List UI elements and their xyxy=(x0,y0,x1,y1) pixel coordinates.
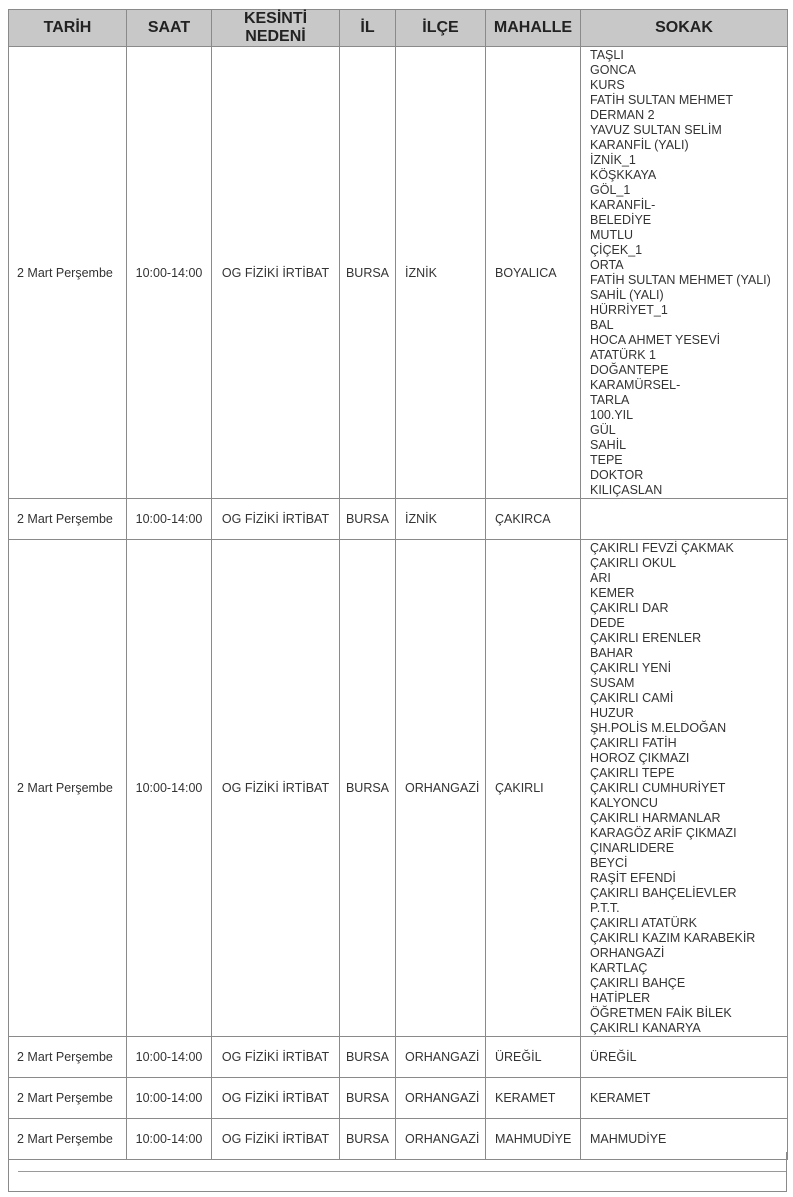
street-name: DERMAN 2 xyxy=(590,108,655,122)
street-name: MUTLU xyxy=(590,228,634,242)
street-name: ÇAKIRLI ATATÜRK xyxy=(590,916,697,930)
cell-ilce: ORHANGAZİ xyxy=(396,540,486,1037)
cell-sokak xyxy=(581,1037,788,1078)
street-name: BAHAR xyxy=(590,646,634,660)
table-row xyxy=(9,1037,788,1078)
cell-il: BURSA xyxy=(340,540,396,1037)
cell-kesinti-nedeni: OG FİZİKİ İRTİBAT xyxy=(212,1037,340,1078)
street-name: TAŞLI xyxy=(590,48,624,62)
cell-mahalle: ÇAKIRLI xyxy=(486,540,581,1037)
street-name: ÇAKIRLI KANARYA xyxy=(590,1021,701,1035)
cell-saat: 10:00-14:00 xyxy=(127,1119,212,1160)
cell-ilce: ORHANGAZİ xyxy=(396,1078,486,1119)
cell-saat: 10:00-14:00 xyxy=(127,540,212,1037)
street-name: YAVUZ SULTAN SELİM xyxy=(590,123,722,137)
table-body xyxy=(9,47,788,1160)
street-name: KARTLAÇ xyxy=(590,961,648,975)
cell-tarih: 2 Mart Perşembe xyxy=(9,1078,127,1119)
cell-mahalle: MAHMUDİYE xyxy=(486,1119,581,1160)
street-name: BELEDİYE xyxy=(590,213,652,227)
cell-saat: 10:00-14:00 xyxy=(127,47,212,499)
street-name: ÇAKIRLI CAMİ xyxy=(590,691,674,705)
cell-kesinti-nedeni: OG FİZİKİ İRTİBAT xyxy=(212,499,340,540)
street-name: ÇAKIRLI OKUL xyxy=(590,556,677,570)
street-name: KEMER xyxy=(590,586,635,600)
header-ilce: İLÇE xyxy=(396,10,486,47)
street-name: ARI xyxy=(590,571,611,585)
street-name: BEYCİ xyxy=(590,856,628,870)
table-header-row xyxy=(9,10,788,47)
street-name: HOCA AHMET YESEVİ xyxy=(590,333,721,347)
street-name: HUZUR xyxy=(590,706,634,720)
header-saat: SAAT xyxy=(127,10,212,47)
header-tarih: TARİH xyxy=(9,10,127,47)
street-name: ÇINARLIDERE xyxy=(590,841,675,855)
street-name: ORHANGAZİ xyxy=(590,946,665,960)
table-row xyxy=(9,1078,788,1119)
cell-kesinti-nedeni: OG FİZİKİ İRTİBAT xyxy=(212,540,340,1037)
street-name: KÖŞKKAYA xyxy=(590,168,657,182)
cell-sokak xyxy=(581,499,788,540)
street-name: ŞH.POLİS M.ELDOĞAN xyxy=(590,721,727,735)
street-name: ÇAKIRLI KAZIM KARABEKİR xyxy=(590,931,756,945)
street-name: HÜRRİYET_1 xyxy=(590,303,668,317)
street-name: ÇAKIRLI HARMANLAR xyxy=(590,811,721,825)
street-name: KARAGÖZ ARİF ÇIKMAZI xyxy=(590,826,737,840)
street-name: BAL xyxy=(590,318,614,332)
street-name: GONCA xyxy=(590,63,636,77)
street-name: TARLA xyxy=(590,393,630,407)
street-name: KALYONCU xyxy=(590,796,658,810)
street-name: ÇAKIRLI TEPE xyxy=(590,766,675,780)
street-name: P.T.T. xyxy=(590,901,620,915)
cell-mahalle: BOYALICA xyxy=(486,47,581,499)
cell-ilce: ORHANGAZİ xyxy=(396,1119,486,1160)
cell-il: BURSA xyxy=(340,1119,396,1160)
header-kesinti-nedeni: KESİNTİ NEDENİ xyxy=(212,10,340,47)
street-name: ÇAKIRLI FEVZİ ÇAKMAK xyxy=(590,541,734,555)
street-name: ÇAKIRLI BAHÇE xyxy=(590,976,686,990)
header-mahalle: MAHALLE xyxy=(486,10,581,47)
street-name: ÇAKIRLI FATİH xyxy=(590,736,677,750)
cell-tarih: 2 Mart Perşembe xyxy=(9,47,127,499)
street-name: ÇAKIRLI ERENLER xyxy=(590,631,702,645)
street-name: ÇAKIRLI YENİ xyxy=(590,661,672,675)
cell-ilce: İZNİK xyxy=(396,47,486,499)
table-row xyxy=(9,47,788,499)
street-name: ÜREĞİL xyxy=(590,1050,637,1064)
header-il: İL xyxy=(340,10,396,47)
street-name: KARANFİL (YALI) xyxy=(590,138,689,152)
street-name: KURS xyxy=(590,78,625,92)
street-name: 100.YIL xyxy=(590,408,634,422)
street-name: MAHMUDİYE xyxy=(590,1132,667,1146)
cell-saat: 10:00-14:00 xyxy=(127,499,212,540)
cell-il: BURSA xyxy=(340,499,396,540)
street-name: HOROZ ÇIKMAZI xyxy=(590,751,690,765)
street-name: ORTA xyxy=(590,258,624,272)
street-name: ÇAKIRLI DAR xyxy=(590,601,669,615)
street-name: TEPE xyxy=(590,453,623,467)
cell-kesinti-nedeni: OG FİZİKİ İRTİBAT xyxy=(212,47,340,499)
street-name: SAHİL (YALI) xyxy=(590,288,664,302)
street-name: ÖĞRETMEN FAİK BİLEK xyxy=(590,1006,732,1020)
street-name: HATİPLER xyxy=(590,991,651,1005)
street-name: İZNİK_1 xyxy=(590,153,636,167)
street-name: KARANFİL- xyxy=(590,198,656,212)
outage-table xyxy=(8,9,788,1160)
cell-tarih: 2 Mart Perşembe xyxy=(9,1119,127,1160)
street-name: GÜL xyxy=(590,423,616,437)
street-name: ÇAKIRLI CUMHURİYET xyxy=(590,781,726,795)
street-name: SUSAM xyxy=(590,676,635,690)
street-name: KERAMET xyxy=(590,1091,651,1105)
street-name: DEDE xyxy=(590,616,625,630)
cell-mahalle: KERAMET xyxy=(486,1078,581,1119)
header-sokak: SOKAK xyxy=(581,10,788,47)
cell-kesinti-nedeni: OG FİZİKİ İRTİBAT xyxy=(212,1119,340,1160)
street-name: ÇAKIRLI BAHÇELİEVLER xyxy=(590,886,737,900)
cell-mahalle: ÇAKIRCA xyxy=(486,499,581,540)
street-name: KILIÇASLAN xyxy=(590,483,663,497)
cell-il: BURSA xyxy=(340,47,396,499)
cell-sokak xyxy=(581,1078,788,1119)
street-name: GÖL_1 xyxy=(590,183,631,197)
cell-tarih: 2 Mart Perşembe xyxy=(9,540,127,1037)
table-row xyxy=(9,499,788,540)
footer-divider xyxy=(18,1171,786,1172)
table-footer xyxy=(8,1152,787,1192)
cell-ilce: İZNİK xyxy=(396,499,486,540)
street-name: FATİH SULTAN MEHMET xyxy=(590,93,734,107)
cell-saat: 10:00-14:00 xyxy=(127,1037,212,1078)
cell-saat: 10:00-14:00 xyxy=(127,1078,212,1119)
street-name: SAHİL xyxy=(590,438,627,452)
cell-kesinti-nedeni: OG FİZİKİ İRTİBAT xyxy=(212,1078,340,1119)
cell-tarih: 2 Mart Perşembe xyxy=(9,499,127,540)
cell-mahalle: ÜREĞİL xyxy=(486,1037,581,1078)
table-row xyxy=(9,540,788,1037)
cell-il: BURSA xyxy=(340,1078,396,1119)
street-name: RAŞİT EFENDİ xyxy=(590,871,676,885)
cell-il: BURSA xyxy=(340,1037,396,1078)
cell-tarih: 2 Mart Perşembe xyxy=(9,1037,127,1078)
street-name: ÇİÇEK_1 xyxy=(590,243,643,257)
street-name: DOĞANTEPE xyxy=(590,363,669,377)
street-name: DOKTOR xyxy=(590,468,644,482)
street-name: FATİH SULTAN MEHMET (YALI) xyxy=(590,273,771,287)
street-name: ATATÜRK 1 xyxy=(590,348,656,362)
cell-ilce: ORHANGAZİ xyxy=(396,1037,486,1078)
cell-sokak xyxy=(581,540,788,1037)
cell-sokak xyxy=(581,47,788,499)
street-name: KARAMÜRSEL- xyxy=(590,378,681,392)
